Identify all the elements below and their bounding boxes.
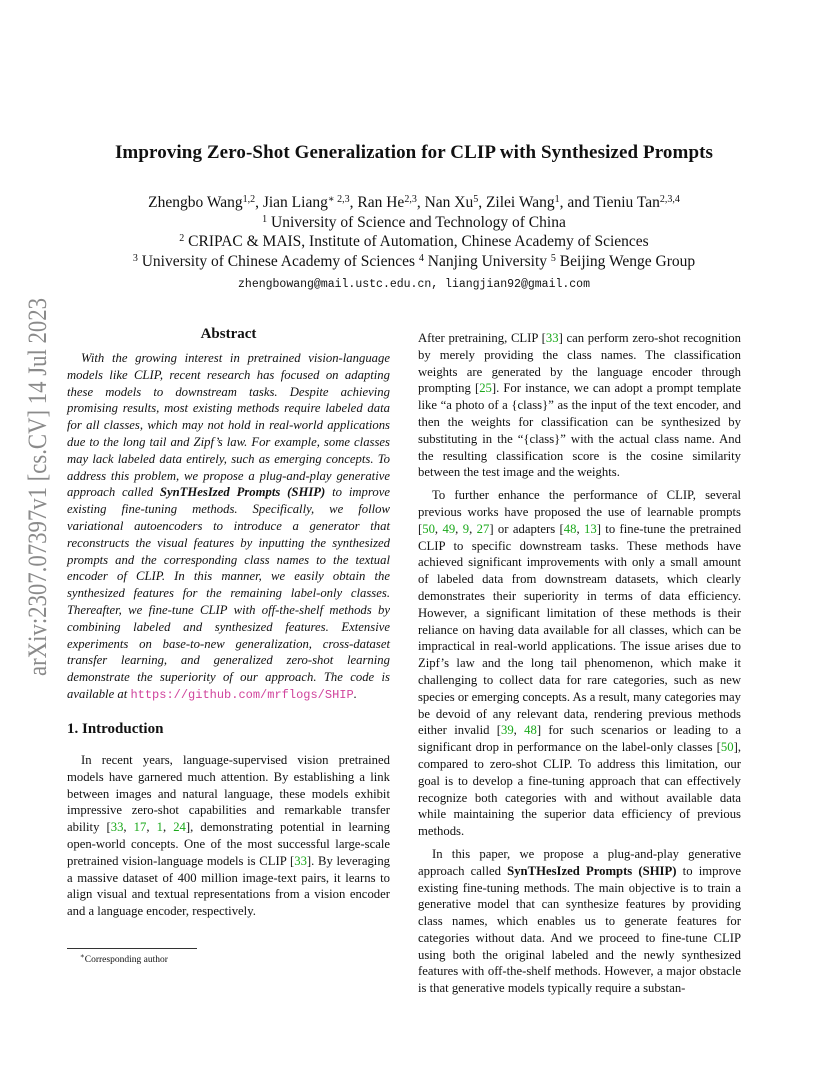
section-heading-introduction: 1. Introduction [67, 721, 164, 737]
body-text: ] or adapters [ [489, 521, 564, 536]
right-column [418, 330, 741, 1003]
body-paragraph [418, 330, 741, 481]
affiliation: University of Chinese Academy of Sciences [141, 252, 416, 270]
paper-title: Improving Zero-Shot Generalization for CLIP with Synthesized Prompts [114, 142, 714, 163]
citation-link[interactable]: 39 [500, 723, 514, 738]
method-name: SynTHesIzed Prompts (SHIP) [159, 485, 326, 500]
body-text: ] for such scenarios or leading to a significant drop in performance on the label-only classes [ [418, 723, 741, 755]
body-text: ]. For instance, we can adopt a prompt template like “a photo of a {class}” as the input of the text encoder, and then the weights for classification can be synthesized by substituting in the “{class}” with the actual class name. And the resulting classification score is the cosine similarity between the test image and the weights. [418, 381, 741, 480]
abstract-text: to improve existing fine-tuning methods. Specifically, we follow variational autoencoders to introduce a generator that reconstructs the visual features by inputting the synthesized prompts and the corresponding class names to the textual encoder of CLIP. In this manner, we easily obtain the synthesized features for the remaining label-only classes. Thereafter, we fine-tune CLIP with off-the-shelf methods by combining labeled and synthesized features. Extensive experiments on base-to-new generalization, cross-dataset transfer learning, and generalized zero-shot learning demonstrate the superiority of our approach. The code is available at [67, 485, 390, 701]
affiliation-line-1 [0, 213, 828, 233]
citation-link[interactable]: 50 [422, 521, 435, 536]
author-emails: zhengbowang@mail.ustc.edu.cn, liangjian92@gmail.com [238, 278, 590, 291]
affiliation: University of Science and Technology of China [271, 213, 566, 231]
footnote-mark: ∗ [80, 952, 85, 960]
affiliation: Beijing Wenge Group [559, 252, 696, 270]
affil-mark: 2 [179, 233, 185, 244]
author-name: Zhengbo Wang [148, 194, 243, 211]
affil-mark: 4 [418, 252, 424, 264]
body-text: ] to fine-tune the pretrained CLIP to specific downstream tasks. These methods have achieved significant improvements with only a small amount of labeled data from downstream datasets, which clearly demonstrates their superiority in terms of data efficiency. However, a significant limitation of these methods is their reliance on having data available for all classes, which can be impractical in real-world applications. The issue arises due to Zipf’s law and the long tail phenomenon, which make it challenging to collect data for rare categories, such as new species or emerging concepts. As a result, many categories may be devoid of any relevant data, rendering previous methods either invalid [ [418, 521, 742, 738]
citation-link[interactable]: 33 [110, 820, 124, 835]
body-text: ] can perform zero-shot recognition by merely providing the class names. The classification weights are generated by the language encoder through prompting [ [418, 331, 741, 396]
abstract-body [67, 350, 390, 704]
body-text: In recent years, language-supervised vision pretrained models have garnered much attention. By establishing a link between images and natural language, these models exhibit impressive zero-shot capabilities and remarkable transfer ability [ [67, 753, 390, 835]
affiliation: CRIPAC & MAIS, Institute of Automation, Chinese Academy of Sciences [188, 233, 649, 250]
author-name: Ran He [357, 194, 405, 211]
body-text: In this paper, we propose a plug-and-play generative approach called [418, 846, 741, 878]
author-block [0, 193, 828, 295]
body-text: to improve existing fine-tuning methods. The main objective is to train a generative model that can synthesize features by providing class names, which enables us to generate features for categories without data. And we proceed to fine-tune CLIP using both the original labeled and the newly synthesized features with off-the-shelf methods. However, a major obstacle is that generative models typically require a substan- [418, 863, 741, 996]
citation-link[interactable]: 48 [563, 521, 577, 536]
body-text: ], demonstrating potential in learning open-world concepts. One of the most successful large-scale pretrained vision-language models is CLIP [ [67, 820, 390, 868]
author-name: Jian Liang [262, 194, 328, 211]
abstract-heading: Abstract [200, 326, 257, 342]
author-affil-mark: 2,3,4 [659, 194, 680, 205]
author-affil-mark: 5 [473, 194, 479, 205]
author-affil-mark: 1 [554, 194, 560, 205]
citation-link[interactable]: 9 [462, 521, 470, 536]
affiliation-line-3 [0, 252, 828, 272]
code-link[interactable]: https://github.com/mrflogs/SHIP [130, 687, 354, 702]
author-affil-mark: 2,3 [404, 194, 417, 205]
affiliation-line-2 [0, 232, 828, 252]
author-affil-mark: ∗ 2,3 [327, 194, 350, 205]
abstract-text: With the growing interest in pretrained vision-language models like CLIP, recent research has focused on adapting these models to downstream tasks. Despite achieving promising results, most existing methods require labeled data for all classes, which may not hold in real-world applications due to the long tail and Zipf’s law. For example, some classes may lack labeled data entirely, such as emerging concepts. To address this problem, we propose a plug-and-play generative approach called [67, 351, 390, 500]
footnote-divider [67, 948, 197, 949]
author-affil-mark: 1,2 [242, 194, 256, 205]
abstract-text: . [353, 686, 357, 701]
affil-mark: 1 [262, 213, 268, 225]
citation-link[interactable]: 33 [545, 331, 559, 345]
citation-link[interactable]: 48 [524, 723, 537, 738]
citation-link[interactable]: 1 [156, 820, 163, 835]
citation-link[interactable]: 50 [720, 740, 734, 755]
intro-paragraph: In recent years, language-supervised vision pretrained models have garnered much attention. By establishing a link between images and natural language, these models exhibit impressive zero-shot capabilities and remarkable transfer ability [33, 17, 1, 24], demonstrating potential in learning open-world concepts. One of the most successful large-scale pretrained vision-language models is CLIP [33]. By leveraging a massive dataset of 400 million image-text pairs, it learns to align visual and textual representations from a vision encoder and a language encoder, respectively. [67, 753, 391, 919]
author-name: Nan Xu [424, 194, 474, 211]
citation-link[interactable]: 13 [584, 521, 597, 536]
author-name: and Tieniu Tan [567, 194, 660, 211]
citation-link[interactable]: 33 [294, 853, 307, 868]
citation-link[interactable]: 27 [476, 521, 490, 536]
author-name: Zilei Wang [485, 194, 555, 211]
body-text: After pretraining, CLIP [ [418, 331, 546, 345]
method-name: SynTHesIzed Prompts (SHIP) [507, 863, 677, 878]
author-line: Zhengbo Wang$^{1,2}$, Jian Liang$^{∗ 2,3}$, Ran He$^{2,3}$, Nan Xu$^5$, Zilei Wang$^1$, and Tieniu Tan$^{2,3,4}$ [148, 194, 680, 211]
citation-link[interactable]: 24 [173, 820, 186, 835]
arxiv-stamp [14, 244, 54, 678]
footnote [80, 952, 168, 965]
citation-link[interactable]: 49 [442, 521, 456, 536]
body-text: ], compared to zero-shot CLIP. To address this limitation, our goal is to develop a fine-tuning approach that can effectively recognize both categories with and without available data while maintaining the superior data efficiency of previous methods. [418, 740, 741, 839]
body-text: ]. By leveraging a massive dataset of 400 million image-text pairs, it learns to align visual and textual representations from a vision encoder and a language encoder, respectively. [67, 853, 391, 919]
arxiv-stamp-text: arXiv:2307.07397v1 [cs.CV] 14 Jul 2023 [23, 244, 52, 676]
affil-mark: 3 [132, 252, 138, 264]
body-paragraph [418, 846, 741, 997]
footnote-text: Corresponding author [84, 955, 168, 966]
body-text: To further enhance the performance of CLIP, several previous works have proposed the use of learnable prompts [ [418, 488, 741, 536]
affil-mark: 5 [550, 252, 556, 264]
citation-link[interactable]: 25 [479, 381, 492, 396]
affiliation: Nanjing University [427, 252, 548, 270]
body-paragraph: To further enhance the performance of CLIP, several previous works have proposed the use of learnable prompts [50, 49, 9, 27] or adapters [48, 13] to fine-tune the pretrained CLIP to specific downstream tasks. These methods have achieved significant improvements with only a small amount of labeled data from downstream datasets, which clearly demonstrates their superiority in terms of data efficiency. However, a significant limitation of these methods is their reliance on having data available for all classes, which can be impractical in real-world applications. The issue arises due to Zipf’s law and the long tail phenomenon, which make it challenging to collect data for rare categories, such as new species or emerging concepts. As a result, many categories may be devoid of any relevant data, rendering previous methods either invalid [39, 48] for such scenarios or leading to a significant drop in performance on the label-only classes [50], compared to zero-shot CLIP. To address this limitation, our goal is to develop a fine-tuning approach that can effectively recognize both categories with and without available data while maintaining the superior data efficiency of previous methods. [418, 488, 742, 839]
citation-link[interactable]: 17 [133, 820, 147, 835]
